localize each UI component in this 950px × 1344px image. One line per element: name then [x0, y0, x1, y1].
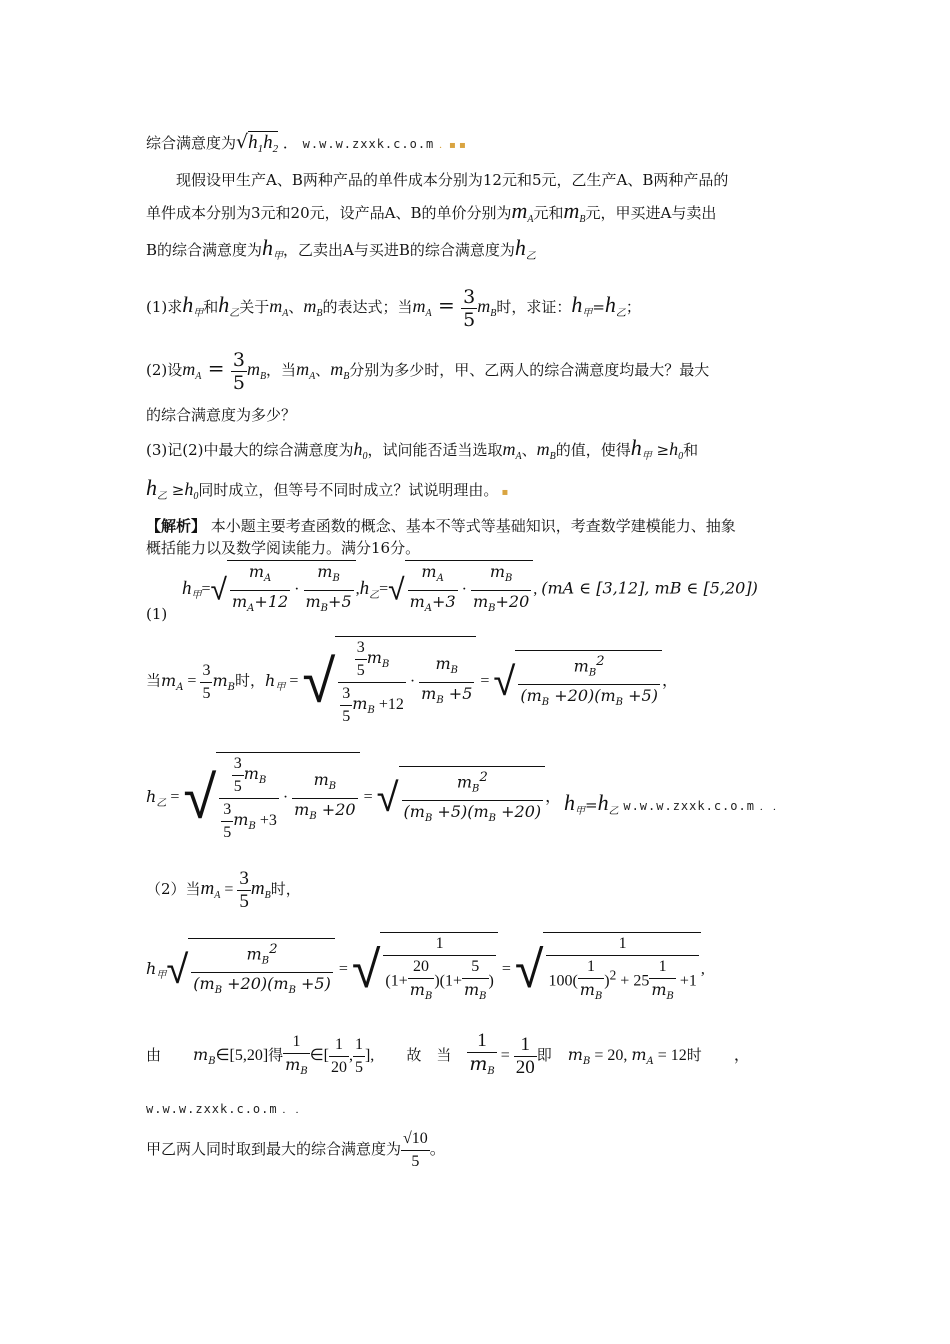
domain-text: (mA ∈ [3,12], mB ∈ [5,20]) [541, 578, 758, 598]
formula-h-yi: $h_乙$ = √ $\frac{3}{5}$ $m_B$ $\frac{3}{5}$ $m_B +3$ · $\frac{m_B}{m_B +20}$ = √ $\frac{m_B^2}{(m_B +5)(m_B +20)}$ ， [146, 752, 561, 844]
intro-text: 综合满意度为 [146, 134, 237, 152]
question-3-cont: $h_乙 \ge h_0$同时成立，但等号不同时成立？试说明理由。 ▪ [146, 475, 509, 502]
conclusion-equal: $h_甲=h_乙$ w.w.w.zxxk.c.o.m ． ． [564, 790, 783, 817]
sqrt-h1h2: $√h_1h_2$ [236, 131, 279, 155]
para-line-1: 现假设甲生产A、B两种产品的单件成本分别为12元和5元，乙生产A、B两种产品的 [176, 171, 729, 189]
intro-line: 综合满意度为$√h_1h_2$ ． w.w.w.zxxk.c.o.m ．▪ ▪ [146, 131, 466, 155]
para-line-3: B的综合满意度为$h_甲$，乙卖出A与买进B的综合满意度为$h_乙$ [146, 235, 536, 262]
question-1: (1)求$h_甲$和$h_乙$关于$m_A$、$m_B$的表达式；当$m_A$ = $\frac{3}{5}$ $m_B$时，求证：$h_甲=h_乙$； [146, 285, 641, 331]
analysis-line-2: 概括能力以及数学阅读能力。满分16分。 [146, 539, 421, 557]
formula-h-jia-simplified: $h_甲√$ $\frac{m_B^2}{(m_B +20)(m_B +5)}$ = √ 1 (1+ $\frac{20}{m_B}$ )(1+ $\frac{5}{m_B}$ ) = √ 1 100( $\frac{1}{m_B}$ )$^2$ + 25 $\frac{1}{m_B}$ +1 , [146, 932, 705, 1008]
analysis-label: 【解析】 [146, 517, 207, 535]
question-2-cont: 的综合满意度为多少？ [146, 406, 297, 424]
solution-2-derive: 由 $m_B\in[5,20]$得 $\frac{1}{m_B}$ ∈[ $\frac{1}{20}$ , $\frac{1}{5}$ ], 故 当 $\frac{1}{m_B}$ = $\frac{1}{20}$ 即 $m_B = 20$, $m_A = 12$时 ， [146, 1030, 750, 1078]
formula-h-defs: $h_甲=√$ $\frac{m_A}{m_A+12}$ · $\frac{m_B}{m_B+5}$ $,h_乙=√$ $\frac{m_A}{m_A+3}$ · $\frac{m_B}{m_B+20}$ , (mA ∈ [3,12], mB ∈ [5,20]) [182, 560, 758, 620]
formula-h-jia: 当$m_A$ = $\frac{3}{5}$ $m_B$时，$h_甲$ = √ $\frac{3}{5}$ $m_B$ $\frac{3}{5}$ $m_B +12$ · $\frac{m_B}{m_B +5}$ = √ $\frac{m_B^2}{(m_B +20)(m_B +5)}$ ， [146, 636, 678, 728]
question-2: (2)设$m_A$ = $\frac{3}{5}$ $m_B$，当$m_A$、$m_B$分别为多少时，甲、乙两人的综合满意度均最大？最大 [146, 348, 710, 394]
solution-2-cond: （2）当$m_A$ = $\frac{3}{5}$ $m_B$时， [146, 868, 301, 912]
final-conclusion: 甲乙两人同时取到最大的综合满意度为 $\frac{√10}{5}$ 。 [146, 1130, 446, 1170]
para-line-2: 单件成本分别为3元和20元，设产品A、B的单价分别为$m_A$元和$m_B$元，甲买进A与卖出 [146, 198, 717, 225]
question-3: (3)记(2)中最大的综合满意度为$h_0$，试问能否适当选取$m_A$、$m_B$的值，使得$h_甲 \ge h_0$和 [146, 435, 699, 462]
solution-1-label: (1) [146, 605, 168, 623]
watermark-line: w.w.w.zxxk.c.o.m ． ． [146, 1102, 306, 1116]
analysis-line-1: 【解析】 本小题主要考查函数的概念、基本不等式等基础知识，考查数学建模能力、抽象 [146, 517, 736, 535]
watermark: w.w.w.zxxk.c.o.m [302, 137, 435, 151]
